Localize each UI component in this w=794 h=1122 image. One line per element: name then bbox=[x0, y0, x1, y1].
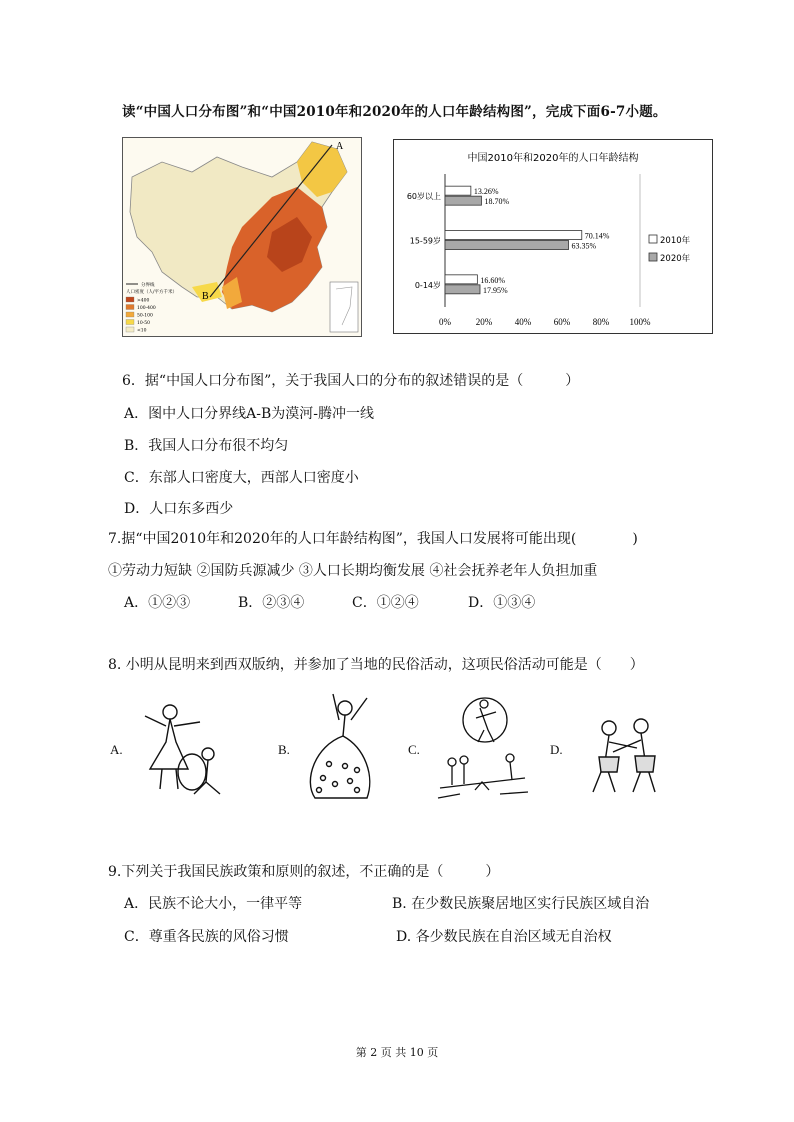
population-map bbox=[122, 137, 362, 337]
chart-title: 中国2010年和2020年的人口年龄结构 bbox=[467, 153, 639, 164]
bar bbox=[445, 186, 471, 195]
legend-swatch bbox=[649, 235, 657, 243]
x-tick-label: 60% bbox=[553, 317, 571, 327]
q8-label-c[interactable]: C. bbox=[408, 742, 420, 757]
wrestling-illustration[interactable] bbox=[575, 712, 675, 802]
bar bbox=[445, 241, 569, 250]
intro-text: 读“中国人口分布图”和“中国2010年和2020年的人口年龄结构图”，完成下面6-7小题。 bbox=[122, 104, 667, 120]
q6-option-c[interactable]: C．东部人口密度大，西部人口密度小 bbox=[124, 470, 359, 486]
q6-option-d[interactable]: D．人口东多西少 bbox=[124, 501, 234, 517]
bar bbox=[445, 196, 481, 205]
legend-swatch bbox=[126, 297, 134, 302]
bar-value-label: 18.70% bbox=[484, 197, 510, 207]
legend-label: 2020年 bbox=[660, 254, 691, 264]
bar-value-label: 16.60% bbox=[480, 275, 506, 285]
q9-option-b[interactable]: B. 在少数民族聚居地区实行民族区域自治 bbox=[392, 896, 650, 912]
bar-value-label: 17.95% bbox=[483, 285, 508, 295]
q7-items: ①劳动力短缺 ②国防兵源减少 ③人口长期均衡发展 ④社会抚养老年人负担加重 bbox=[108, 563, 598, 579]
x-tick-label: 20% bbox=[475, 317, 493, 327]
legend-label: 2010年 bbox=[660, 236, 691, 246]
legend-swatch-label: 10-50 bbox=[137, 321, 150, 326]
q9-stem: 9.下列关于我国民族政策和原则的叙述，不正确的是（ ） bbox=[108, 864, 500, 880]
bar bbox=[445, 231, 582, 240]
q7-option-a[interactable]: A．①②③ bbox=[124, 595, 191, 611]
q7-option-b[interactable]: B．②③④ bbox=[238, 595, 305, 611]
q6-option-a[interactable]: A．图中人口分界线A-B为漠河-腾冲一线 bbox=[124, 406, 374, 422]
bar bbox=[445, 285, 480, 294]
legend-swatch bbox=[126, 320, 134, 325]
dancers-with-hoop-illustration[interactable] bbox=[130, 694, 240, 804]
sea-inset bbox=[330, 282, 358, 332]
label-b: B bbox=[202, 291, 209, 302]
peacock-dancer-illustration[interactable] bbox=[295, 686, 385, 806]
q7-option-c[interactable]: C．①②④ bbox=[352, 595, 419, 611]
age-structure-chart bbox=[393, 139, 713, 334]
q9-option-d[interactable]: D. 各少数民族在自治区域无自治权 bbox=[396, 929, 612, 945]
x-tick-label: 80% bbox=[592, 317, 610, 327]
q8-stem: 8. 小明从昆明来到西双版纳，并参加了当地的民俗活动，这项民俗活动可能是（ ） bbox=[108, 657, 644, 673]
legend-title: 人口密度（人/平方千米） bbox=[126, 290, 178, 295]
bar-value-label: 63.35% bbox=[571, 241, 597, 251]
legend-swatch bbox=[126, 305, 134, 310]
x-tick-label: 0% bbox=[439, 317, 451, 327]
page-footer: 第 2 页 共 10 页 bbox=[355, 1046, 439, 1059]
seesaw-festival-illustration[interactable] bbox=[430, 690, 535, 805]
category-label: 15-59岁 bbox=[409, 236, 441, 246]
q9-option-c[interactable]: C．尊重各民族的风俗习惯 bbox=[124, 929, 289, 945]
legend-swatch bbox=[126, 327, 134, 332]
q8-label-d[interactable]: D. bbox=[550, 742, 563, 757]
q6-stem: 6．据“中国人口分布图”，关于我国人口的分布的叙述错误的是（ ） bbox=[122, 373, 580, 389]
legend-swatch-label: >400 bbox=[137, 298, 150, 304]
q7-option-d[interactable]: D．①③④ bbox=[468, 595, 536, 611]
legend-swatch bbox=[126, 312, 134, 317]
legend-swatch-label: 100-400 bbox=[137, 306, 156, 311]
legend-swatch bbox=[649, 253, 657, 261]
legend-swatch-label: <10 bbox=[137, 328, 147, 334]
q6-option-b[interactable]: B．我国人口分布很不均匀 bbox=[124, 438, 289, 454]
q8-label-b[interactable]: B. bbox=[278, 742, 290, 757]
legend-swatch-label: 50-100 bbox=[137, 313, 153, 319]
label-a: A bbox=[336, 141, 344, 152]
q7-stem: 7.据“中国2010年和2020年的人口年龄结构图”，我国人口发展将可能出现( ) bbox=[108, 531, 638, 547]
bar-value-label: 70.14% bbox=[584, 231, 610, 241]
legend-line-label: 分界线 bbox=[141, 283, 155, 288]
x-tick-label: 40% bbox=[514, 317, 532, 327]
category-label: 60岁以上 bbox=[406, 192, 441, 202]
category-label: 0-14岁 bbox=[414, 280, 441, 290]
x-tick-label: 100% bbox=[629, 317, 651, 327]
bar bbox=[445, 275, 477, 284]
q8-label-a[interactable]: A. bbox=[110, 742, 123, 757]
bar-value-label: 13.26% bbox=[473, 187, 499, 197]
q9-option-a[interactable]: A．民族不论大小，一律平等 bbox=[124, 896, 303, 912]
